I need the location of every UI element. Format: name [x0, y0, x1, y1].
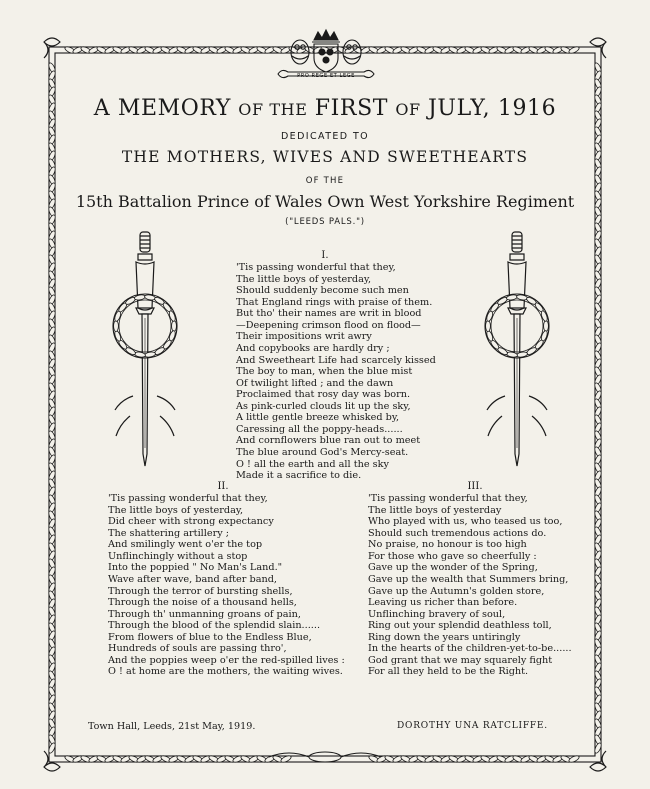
poem-line: Caressing all the poppy-heads...... [236, 423, 403, 435]
poem-line: The boy to man, when the blue mist [236, 366, 413, 378]
poem-line: Ring out your splendid deathless toll, [368, 620, 552, 632]
poem-line: 'Tis passing wonderful that they, [368, 493, 528, 504]
poem-line: The little boys of yesterday, [108, 504, 244, 516]
poem-line: Unflinchingly without a stop [108, 550, 248, 562]
poem-part-three [368, 493, 572, 678]
battalion-heading: 15th Battalion Prince of Wales Own West Yorkshire Regiment [75, 192, 575, 211]
author-name: DOROTHY UNA RATCLIFFE. [397, 721, 548, 731]
poem-line: Into the poppied " No Man's Land." [108, 562, 283, 574]
poem-line: Gave up the wealth that Summers bring, [368, 573, 569, 585]
poem-line: For those who gave so cheerfully : [368, 550, 537, 562]
title-part-date: JULY, 1916 [428, 96, 557, 121]
poem-line: Unflinching bravery of soul, [368, 608, 506, 620]
poem-line: Hundreds of souls are passing thro', [108, 643, 287, 655]
poem-line: Gave up the Autumn's golden store, [368, 585, 545, 597]
poem-line: In the hearts of the children-yet-to-be...... [368, 643, 572, 655]
poem-line: Wave after wave, band after band, [108, 573, 277, 585]
poem-line: Gave up the wonder of the Spring, [368, 562, 538, 574]
poem-line: Through the terror of bursting shells, [108, 585, 293, 597]
poem-line: Should suddenly become such men [236, 285, 409, 297]
battalion-nickname: ("LEEDS PALS.") [285, 217, 365, 227]
laurel-leaf [114, 321, 119, 332]
title-part-memory: A MEMORY [93, 96, 231, 121]
poem-line: For all they held to be the Right. [368, 666, 529, 678]
poem-line: Their impositions writ awry [236, 331, 372, 343]
poem-line: And Sweetheart Life had scarcely kissed [236, 354, 436, 366]
laurel-leaf [168, 310, 176, 322]
poem-line: Who played with us, who teased us too, [368, 516, 563, 528]
poem-line: And smilingly went o'er the top [108, 539, 263, 551]
page-title [60, 96, 590, 121]
poem-line: O ! at home are the mothers, the waiting wives. [108, 666, 343, 678]
laurel-leaf [544, 321, 549, 332]
of-the-label: OF THE [305, 176, 345, 186]
poem-line: But tho' their names are writ in blood [236, 308, 422, 320]
title-part-of: OF [395, 100, 421, 119]
poem-line: Proclaimed that rosy day was born. [236, 389, 411, 401]
poem-line: And the poppies weep o'er the red-spilled lives : [108, 654, 345, 666]
poem-line: O ! all the earth and all the sky [236, 458, 389, 470]
poem-line: Ring down the years untiringly [368, 631, 521, 643]
poem-line: Of twilight lifted ; and the dawn [236, 377, 394, 389]
left-sword-wreath-icon [100, 226, 190, 476]
part-one-numeral: I. [321, 250, 329, 261]
poem-line: The blue around God's Mercy-seat. [236, 447, 409, 458]
crest-emblem-icon [270, 26, 382, 86]
poem-line: Did cheer with strong expectancy [108, 516, 274, 528]
poem-line: From flowers of blue to the Endless Blue, [108, 631, 312, 643]
poem-line: A little gentle breeze whisked by, [236, 412, 400, 424]
poem-line: And copybooks are hardly dry ; [236, 342, 390, 354]
poem-line: The little boys of yesterday, [236, 273, 372, 285]
dedicated-to-label: DEDICATED TO [280, 131, 370, 142]
laurel-leaf [114, 330, 122, 342]
title-part-first: FIRST [314, 96, 389, 121]
poem-line: Through the noise of a thousand hells, [108, 597, 297, 609]
poem-part-two [108, 493, 345, 678]
poem-line: Leaving us richer than before. [368, 597, 518, 609]
poem-line: Should such tremendous actions do. [368, 527, 547, 539]
poem-line: —Deepening crimson flood on flood— [236, 319, 421, 331]
poem-line: Made it a sacrifice to die. [236, 470, 362, 482]
laurel-leaf [172, 321, 177, 332]
recipients-heading: THE MOTHERS, WIVES AND SWEETHEARTS [121, 148, 529, 166]
title-part-of-the: OF THE [238, 100, 308, 119]
poem-line: God grant that we may squarely fight [368, 654, 553, 666]
crest-motto: PRO REGE ET LEGE [297, 73, 355, 79]
poem-line: The shattering artillery ; [108, 527, 230, 539]
poem-line: Through th' unmanning groans of pain, [108, 608, 301, 620]
laurel-leaf [486, 321, 491, 332]
poem-line: As pink-curled clouds lit up the sky, [236, 400, 411, 412]
poem-line: Through the blood of the splendid slain...... [108, 620, 321, 632]
poem-line: 'Tis passing wonderful that they, [108, 493, 268, 504]
part-two-numeral: II. [217, 481, 229, 492]
regimental-crest [270, 26, 382, 86]
right-sword-wreath-icon [472, 226, 562, 476]
part-three-numeral: III. [467, 481, 483, 492]
poem-line: The little boys of yesterday [368, 504, 502, 516]
place-and-date: Town Hall, Leeds, 21st May, 1919. [88, 721, 256, 732]
poem-line: And cornflowers blue ran out to meet [236, 435, 421, 447]
poem-line: No praise, no honour is too high [368, 539, 527, 551]
poem-part-one [236, 262, 436, 482]
laurel-leaf [540, 310, 548, 322]
laurel-leaf [486, 330, 494, 342]
poem-line: 'Tis passing wonderful that they, [236, 262, 396, 273]
poem-line: That England rings with praise of them. [236, 296, 433, 308]
